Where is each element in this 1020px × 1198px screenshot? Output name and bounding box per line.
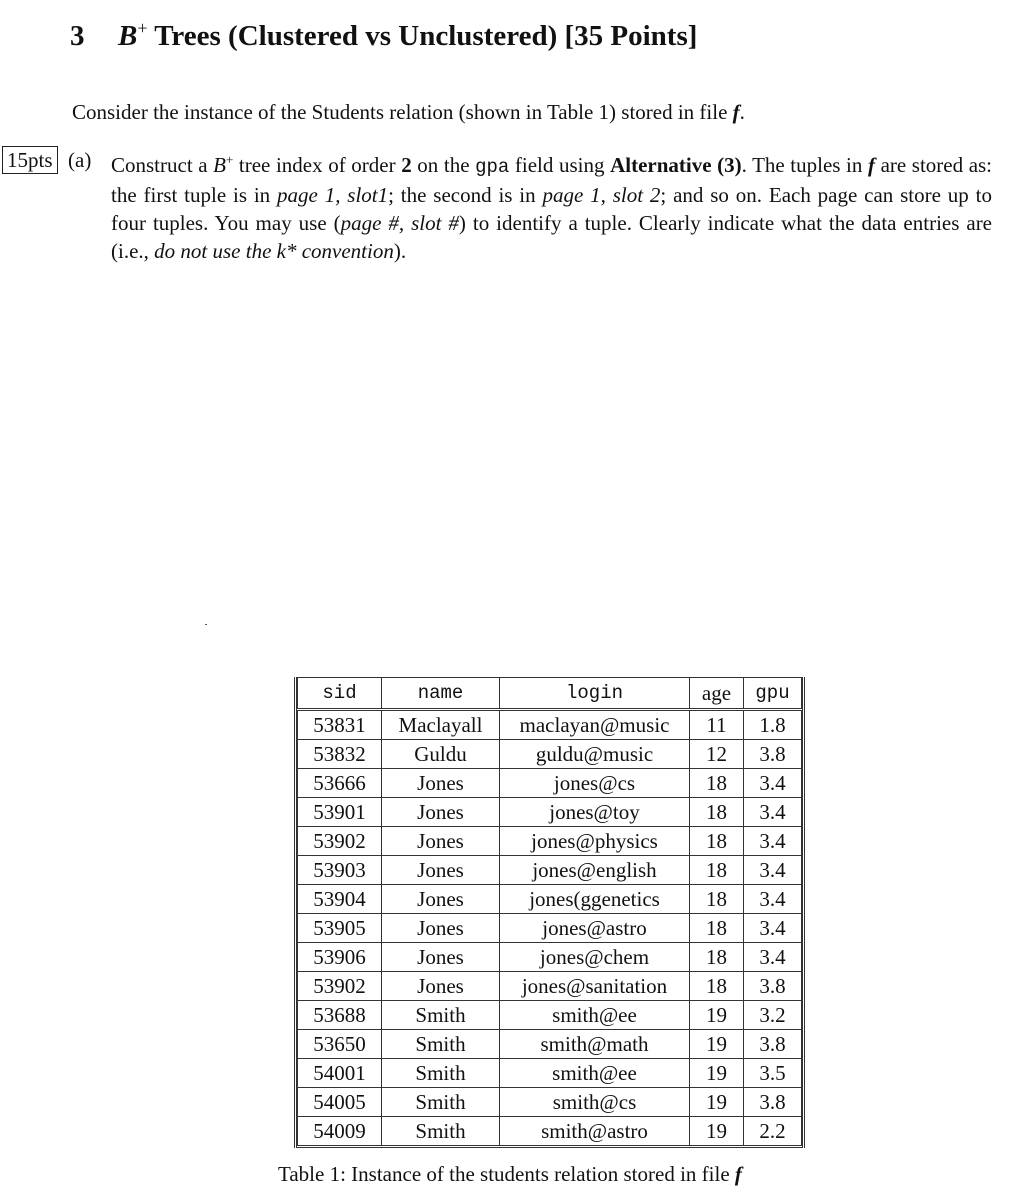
gpu-cell: 3.4 — [744, 914, 802, 943]
stray-mark — [205, 624, 207, 625]
sid-cell: 53904 — [298, 885, 382, 914]
question-label: (a) — [68, 148, 92, 172]
name-cell: Smith — [382, 1117, 500, 1147]
login-cell: smith@math — [500, 1030, 690, 1059]
caption-text: Table 1: Instance of the students relation stored in file — [278, 1162, 735, 1186]
gpu-cell: 3.8 — [744, 740, 802, 769]
caption-file-symbol: f — [734, 1162, 742, 1186]
age-cell: 18 — [690, 798, 744, 827]
students-table-frame — [294, 677, 805, 1148]
gpu-cell: 3.8 — [744, 1030, 802, 1059]
intro-paragraph — [72, 100, 745, 125]
login-cell: smith@ee — [500, 1059, 690, 1088]
login-cell: jones@cs — [500, 769, 690, 798]
age-cell: 19 — [690, 1088, 744, 1117]
points-badge: 15pts — [2, 146, 58, 174]
table-caption — [278, 1162, 742, 1187]
table-row — [298, 856, 802, 885]
table-row — [298, 914, 802, 943]
gpu-cell: 3.8 — [744, 972, 802, 1001]
table-header-row — [298, 678, 802, 710]
age-cell: 18 — [690, 827, 744, 856]
login-cell: jones@toy — [500, 798, 690, 827]
login-cell: jones(ggenetics — [500, 885, 690, 914]
sid-cell: 53688 — [298, 1001, 382, 1030]
table-row — [298, 1001, 802, 1030]
table-row — [298, 1117, 802, 1147]
age-cell: 18 — [690, 769, 744, 798]
sid-cell: 54005 — [298, 1088, 382, 1117]
table-row — [298, 885, 802, 914]
sid-cell: 53650 — [298, 1030, 382, 1059]
table-row — [298, 769, 802, 798]
age-cell: 18 — [690, 856, 744, 885]
sid-cell: 54001 — [298, 1059, 382, 1088]
table-row — [298, 972, 802, 1001]
login-cell: guldu@music — [500, 740, 690, 769]
sid-cell: 53903 — [298, 856, 382, 885]
name-cell: Jones — [382, 885, 500, 914]
table-row — [298, 710, 802, 740]
question-a — [68, 146, 992, 265]
name-cell: Jones — [382, 798, 500, 827]
age-cell: 12 — [690, 740, 744, 769]
table-row — [298, 1030, 802, 1059]
table-body — [298, 710, 802, 1147]
intro-end: . — [739, 100, 745, 124]
name-cell: Jones — [382, 943, 500, 972]
table-row — [298, 827, 802, 856]
name-cell: Maclayall — [382, 710, 500, 740]
name-cell: Smith — [382, 1059, 500, 1088]
name-cell: Jones — [382, 972, 500, 1001]
age-cell: 18 — [690, 943, 744, 972]
gpu-cell: 3.4 — [744, 885, 802, 914]
question-text: Construct a B+ tree index of order 2 on the gpa field using Alternative (3). The tuples in f are stored as: the first tuple is in page 1, slot1; the second is in page 1, slot 2; and so on. Each page can store up to four tuples. You may use (page #, slot #) to identify a tuple. Clearly indicate what the data entries are (i.e., do not use the k* convention). — [111, 152, 993, 263]
intro-text: Consider the instance of the Students relation (shown in Table 1) stored in file — [72, 100, 733, 124]
sid-cell: 53902 — [298, 972, 382, 1001]
name-cell: Jones — [382, 827, 500, 856]
name-cell: Smith — [382, 1030, 500, 1059]
age-cell: 18 — [690, 914, 744, 943]
name-cell: Smith — [382, 1001, 500, 1030]
header-gpu: gpu — [744, 678, 802, 710]
table-row — [298, 943, 802, 972]
login-cell: jones@sanitation — [500, 972, 690, 1001]
login-cell: smith@astro — [500, 1117, 690, 1147]
login-cell: jones@english — [500, 856, 690, 885]
name-cell: Smith — [382, 1088, 500, 1117]
gpu-cell: 3.8 — [744, 1088, 802, 1117]
age-cell: 19 — [690, 1059, 744, 1088]
table-row — [298, 798, 802, 827]
table-row — [298, 1088, 802, 1117]
login-cell: jones@chem — [500, 943, 690, 972]
gpu-cell: 3.4 — [744, 827, 802, 856]
table-row — [298, 740, 802, 769]
sid-cell: 53902 — [298, 827, 382, 856]
sid-cell: 53901 — [298, 798, 382, 827]
file-symbol: f — [732, 100, 740, 124]
age-cell: 18 — [690, 885, 744, 914]
name-cell: Jones — [382, 769, 500, 798]
header-age: age — [690, 678, 744, 710]
sid-cell: 53905 — [298, 914, 382, 943]
login-cell: jones@astro — [500, 914, 690, 943]
gpu-cell: 2.2 — [744, 1117, 802, 1147]
gpu-cell: 1.8 — [744, 710, 802, 740]
students-table — [297, 677, 802, 1148]
login-cell: jones@physics — [500, 827, 690, 856]
login-cell: smith@cs — [500, 1088, 690, 1117]
gpu-cell: 3.4 — [744, 943, 802, 972]
header-name: name — [382, 678, 500, 710]
name-cell: Jones — [382, 914, 500, 943]
login-cell: maclayan@music — [500, 710, 690, 740]
sid-cell: 53906 — [298, 943, 382, 972]
header-login: login — [500, 678, 690, 710]
name-cell: Guldu — [382, 740, 500, 769]
age-cell: 11 — [690, 710, 744, 740]
name-cell: Jones — [382, 856, 500, 885]
sid-cell: 53832 — [298, 740, 382, 769]
gpu-cell: 3.5 — [744, 1059, 802, 1088]
age-cell: 19 — [690, 1030, 744, 1059]
section-title: Trees (Clustered vs Unclustered) [35 Points] — [147, 20, 698, 52]
gpu-cell: 3.4 — [744, 856, 802, 885]
table-row — [298, 1059, 802, 1088]
age-cell: 19 — [690, 1117, 744, 1147]
age-cell: 18 — [690, 972, 744, 1001]
sid-cell: 53666 — [298, 769, 382, 798]
sid-cell: 54009 — [298, 1117, 382, 1147]
login-cell: smith@ee — [500, 1001, 690, 1030]
section-number: 3 — [70, 20, 85, 52]
header-sid: sid — [298, 678, 382, 710]
sid-cell: 53831 — [298, 710, 382, 740]
b-symbol: B — [118, 20, 138, 52]
gpu-cell: 3.2 — [744, 1001, 802, 1030]
plus-superscript: + — [137, 18, 148, 38]
age-cell: 19 — [690, 1001, 744, 1030]
gpu-cell: 3.4 — [744, 769, 802, 798]
section-heading — [70, 18, 697, 53]
gpu-cell: 3.4 — [744, 798, 802, 827]
